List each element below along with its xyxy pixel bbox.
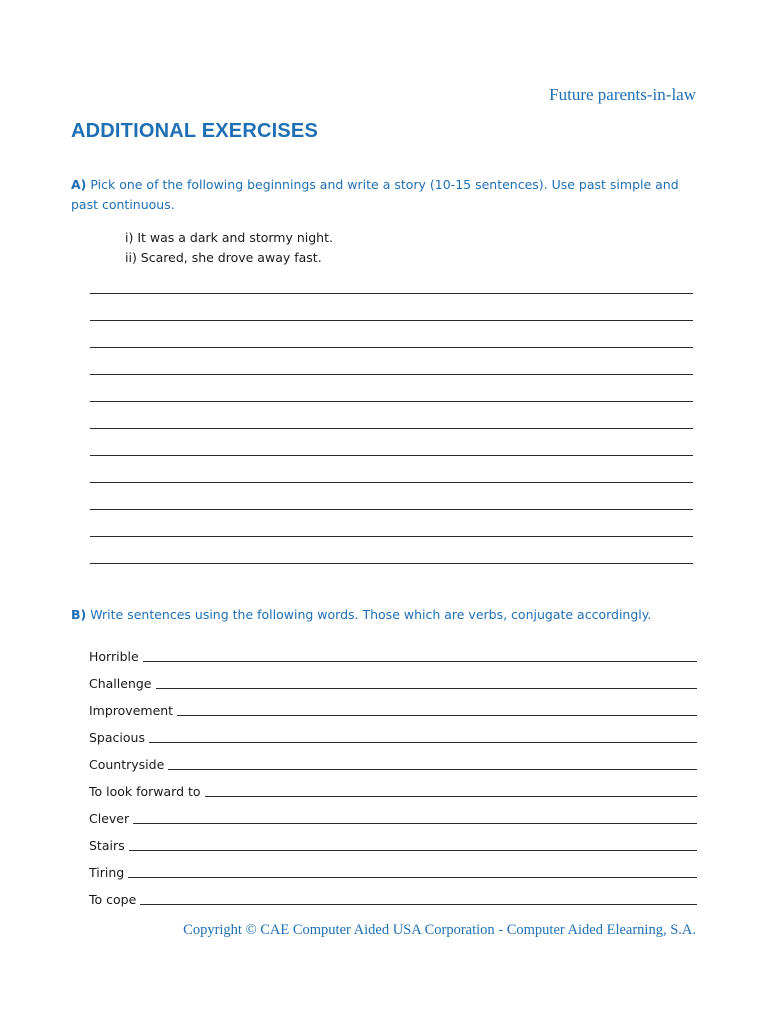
word-row [89, 881, 697, 908]
word-label: Spacious [89, 730, 145, 745]
exercise-b-instruction [71, 605, 701, 625]
story-writing-area[interactable] [90, 293, 693, 564]
word-list [89, 638, 697, 908]
writing-line[interactable] [90, 537, 693, 564]
word-row [89, 665, 697, 692]
answer-blank[interactable] [177, 715, 697, 716]
answer-blank[interactable] [143, 661, 697, 662]
exercise-a-text: Pick one of the following beginnings and write a story (10-15 sentences). Use past simple and past continuous. [71, 177, 679, 212]
word-label: To look forward to [89, 784, 201, 799]
answer-blank[interactable] [140, 904, 697, 905]
exercise-b-letter: B) [71, 607, 87, 622]
writing-line[interactable] [90, 321, 693, 348]
word-row [89, 854, 697, 881]
word-label: Challenge [89, 676, 152, 691]
word-label: Improvement [89, 703, 174, 718]
answer-blank[interactable] [156, 688, 698, 689]
word-label: Clever [89, 811, 130, 826]
word-row [89, 692, 697, 719]
option-item: ii) Scared, she drove away fast. [125, 250, 322, 265]
answer-blank[interactable] [129, 850, 697, 851]
word-label: Tiring [89, 865, 125, 880]
writing-line[interactable] [90, 483, 693, 510]
document-topic: Future parents-in-law [549, 85, 696, 104]
exercise-b-text: Write sentences using the following words. Those which are verbs, conjugate accordingly. [90, 607, 652, 622]
word-row [89, 800, 697, 827]
word-row [89, 638, 697, 665]
word-label: To cope [89, 892, 137, 907]
answer-blank[interactable] [128, 877, 697, 878]
answer-blank[interactable] [168, 769, 697, 770]
page-title: ADDITIONAL EXERCISES [71, 120, 318, 142]
answer-blank[interactable] [133, 823, 697, 824]
copyright-footer: Copyright © CAE Computer Aided USA Corporation - Computer Aided Elearning, S.A. [183, 922, 696, 938]
exercise-a-letter: A) [71, 177, 87, 192]
answer-blank[interactable] [149, 742, 697, 743]
writing-line[interactable] [90, 429, 693, 456]
exercise-a-options [125, 228, 333, 268]
writing-line[interactable] [90, 348, 693, 375]
word-row [89, 773, 697, 800]
exercise-a-instruction [71, 175, 701, 215]
writing-line[interactable] [90, 510, 693, 537]
writing-line[interactable] [90, 375, 693, 402]
word-row [89, 746, 697, 773]
answer-blank[interactable] [205, 796, 697, 797]
writing-line[interactable] [90, 402, 693, 429]
option-item: i) It was a dark and stormy night. [125, 230, 333, 245]
writing-line[interactable] [90, 456, 693, 483]
word-row [89, 719, 697, 746]
word-label: Countryside [89, 757, 165, 772]
word-label: Horrible [89, 649, 139, 664]
word-label: Stairs [89, 838, 125, 853]
writing-line[interactable] [90, 294, 693, 321]
word-row [89, 827, 697, 854]
